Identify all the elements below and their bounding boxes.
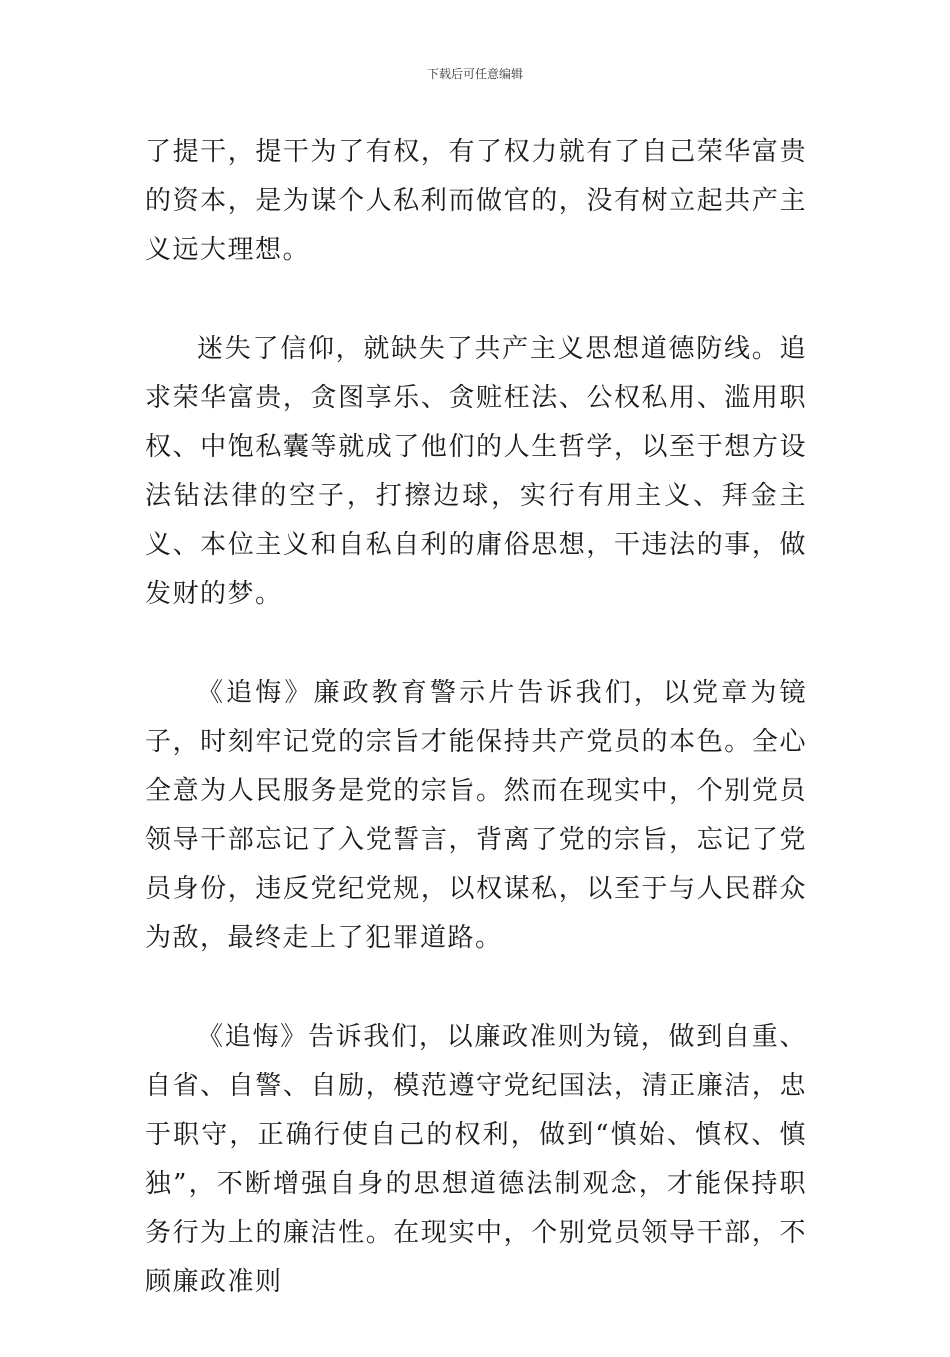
paragraph-2: 迷失了信仰，就缺失了共产主义思想道德防线。追求荣华富贵，贪图享乐、贪赃枉法、公权私用、滥用职权、中饱私囊等就成了他们的人生哲学，以至于想方设法钻法律的空子，打擦边球，实行有用主义、拜金主义、本位主义和自私自利的庸俗思想，干违法的事，做发财的梦。 — [145, 334, 807, 609]
document-body — [145, 128, 807, 1357]
paragraph-1: 了提干，提干为了有权，有了权力就有了自己荣华富贵的资本，是为谋个人私利而做官的，没有树立起共产主义远大理想。 — [145, 137, 807, 265]
paragraph-3: 《追悔》廉政教育警示片告诉我们，以党章为镜子，时刻牢记党的宗旨才能保持共产党员的本色。全心全意为人民服务是党的宗旨。然而在现实中，个别党员领导干部忘记了入党誓言，背离了党的宗旨，忘记了党员身份，违反党纪党规，以权谋私，以至于与人民群众为敌，最终走上了犯罪道路。 — [145, 678, 807, 953]
page-header-note: 下载后可任意编辑 — [426, 67, 523, 81]
paragraph-4: 《追悔》告诉我们，以廉政准则为镜，做到自重、自省、自警、自励，模范遵守党纪国法，清正廉洁，忠于职守，正确行使自己的权利，做到“慎始、慎权、慎独”，不断增强自身的思想道德法制观念，才能保持职务行为上的廉洁性。在现实中，个别党员领导干部，不顾廉政准则 — [145, 1022, 807, 1297]
